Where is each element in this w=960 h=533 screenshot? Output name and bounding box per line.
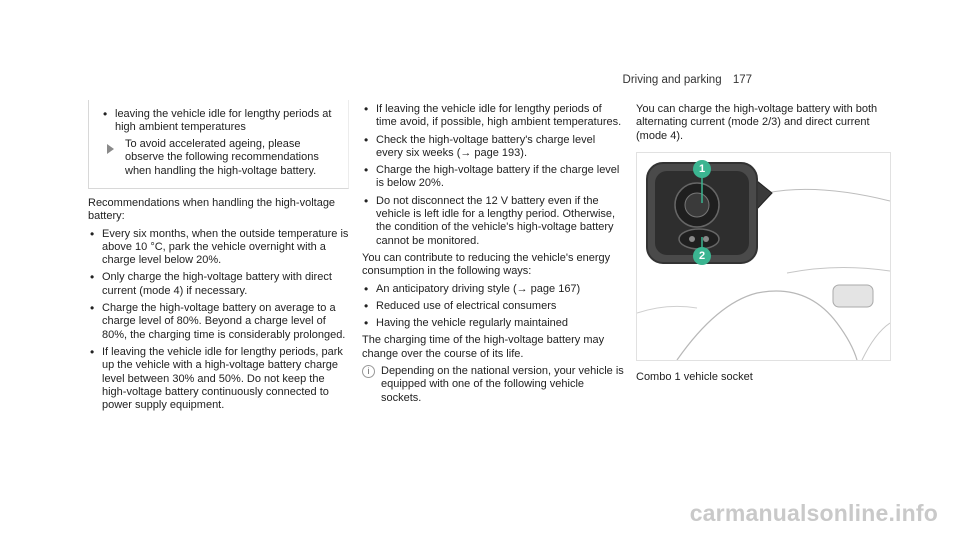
page-number: 177 <box>732 74 752 86</box>
box-advice: To avoid accelerated ageing, please observe the following recommendations when handling the high-voltage battery. <box>125 138 319 177</box>
list-item: • Charge the high-voltage battery if the charge level is below 20%. <box>362 164 624 191</box>
note <box>362 365 624 405</box>
page-header <box>623 74 752 86</box>
intro-text: Recommendations when handling the high-voltage battery: <box>88 197 336 223</box>
socket-illustration <box>637 153 890 360</box>
socket-figure <box>636 152 891 361</box>
energy-list <box>362 283 624 331</box>
info-icon: i <box>362 365 375 378</box>
list-item: • Do not disconnect the 12 V battery even if the vehicle is left idle for a lengthy period. Otherwise, the condition of the vehicle's high-voltage battery cannot be monitored. <box>362 195 624 248</box>
figure-caption: Combo 1 vehicle socket <box>636 371 753 383</box>
list-item: • Check the high-voltage battery's charge level every six weeks (→ page 193). <box>362 134 624 161</box>
section-title: Driving and parking <box>622 74 722 86</box>
list-item: • Every six months, when the outside temperature is above 10 °C, park the vehicle overnight with a charge level below 20%. <box>88 228 350 268</box>
energy-paragraph: You can contribute to reducing the vehicle's energy consumption in the following ways: <box>362 251 611 278</box>
continued-box <box>88 100 349 189</box>
list-item: • leaving the vehicle idle for lengthy periods at high ambient temperatures <box>101 108 337 135</box>
idle-list <box>362 103 624 248</box>
callout-2: 2 <box>693 247 711 265</box>
list-item: • If leaving the vehicle idle for lengthy periods of time avoid, if possible, high ambient temperatures. <box>362 103 624 130</box>
list-item: • Reduced use of electrical consumers <box>362 300 624 313</box>
column-2 <box>362 103 624 405</box>
watermark: carmanualsonline.info <box>689 500 938 526</box>
charging-time-paragraph: The charging time of the high-voltage battery may change over the course of its life. <box>362 334 605 360</box>
recommendation-list <box>88 228 350 413</box>
box-list <box>101 108 337 139</box>
list-item: • If leaving the vehicle idle for lengthy periods, park up the vehicle with a high-voltage battery charge level between 30% and 50%. Do not keep the high-voltage battery continuously connected to power supply equipment. <box>88 346 350 412</box>
column-3-text: You can charge the high-voltage battery with both alternating current (mode 2/3) and direct current (mode 4). <box>636 103 878 142</box>
list-item: • Only charge the high-voltage battery with direct current (mode 4) if necessary. <box>88 271 350 298</box>
list-item: • An anticipatory driving style (→ page 167) <box>362 283 624 296</box>
list-item: • Charge the high-voltage battery on average to a charge level of 80%. Beyond a charge level of 80%, the charging time is considerably prolonged. <box>88 302 350 342</box>
list-item: • Having the vehicle regularly maintained <box>362 317 624 330</box>
note-text: Depending on the national version, your vehicle is equipped with one of the following vehicle sockets. <box>381 365 624 404</box>
callout-1: 1 <box>693 160 711 178</box>
column-1 <box>88 197 350 416</box>
arrow-icon <box>107 144 114 154</box>
